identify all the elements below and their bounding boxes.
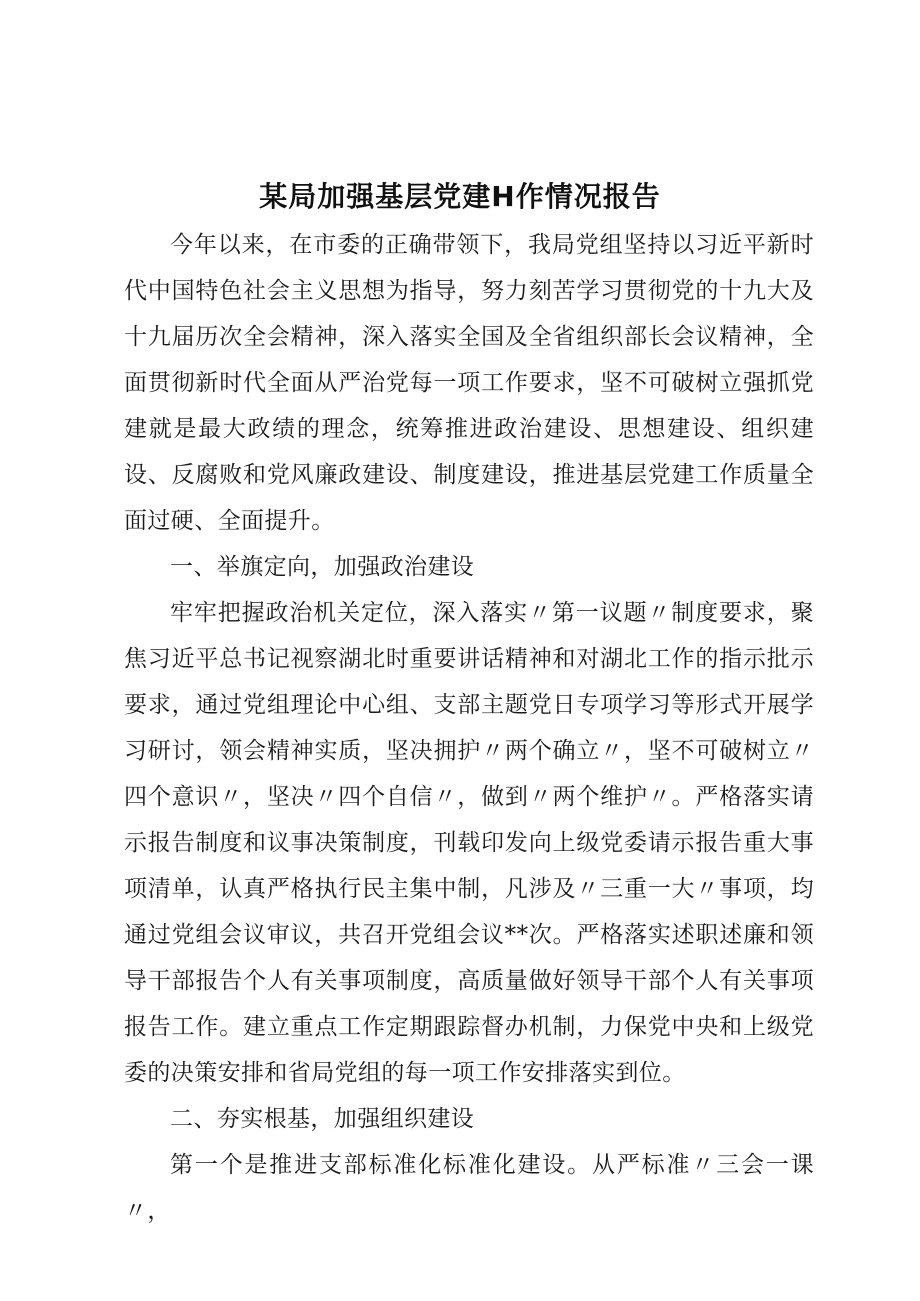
section-1-heading: 一、举旗定向，加强政治建设	[170, 554, 475, 580]
intro-paragraph: 今年以来，在市委的正确带领下，我局党组坚持以习近平新时代中国特色社会主义思想为指导，努力刻苦学习贯彻党的十九大及十九届历次全会精神，深入落实全国及全省组织部长会议精神，全面贯彻新时代全面从严治党每一项工作要求，坚不可破树立强抓党建就是最大政绩的理念，统筹推进政治建设、思想建设、组织建设、反腐败和党风廉政建设、制度建设，推进基层党建工作质量全面过硬、全面提升。	[124, 232, 814, 534]
document-body	[124, 222, 814, 1234]
document-title: 某局加强基层党建H作情况报告	[259, 179, 661, 213]
section-2-heading: 二、夯实根基，加强组织建设	[170, 1106, 475, 1132]
section-2-paragraph: 第一个是推进支部标准化标准化建设。从严标准〃三会一课〃，	[124, 1152, 814, 1224]
section-1-paragraph: 牢牢把握政治机关定位，深入落实〃第一议题〃制度要求，聚焦习近平总书记视察湖北时重要讲话精神和对湖北工作的指示批示要求，通过党组理论中心组、支部主题党日专项学习等形式开展学习研讨，领会精神实质，坚决拥护〃两个确立〃，坚不可破树立〃四个意识〃，坚决〃四个自信〃，做到〃两个维护〃。严格落实请示报告制度和议事决策制度，刊载印发向上级党委请示报告重大事项清单，认真严格执行民主集中制，凡涉及〃三重一大〃事项，均通过党组会议审议，共召开党组会议**次。严格落实述职述廉和领导干部报告个人有关事项制度，高质量做好领导干部个人有关事项报告工作。建立重点工作定期跟踪督办机制，力保党中央和上级党委的决策安排和省局党组的每一项工作安排落实到位。	[124, 600, 814, 1086]
